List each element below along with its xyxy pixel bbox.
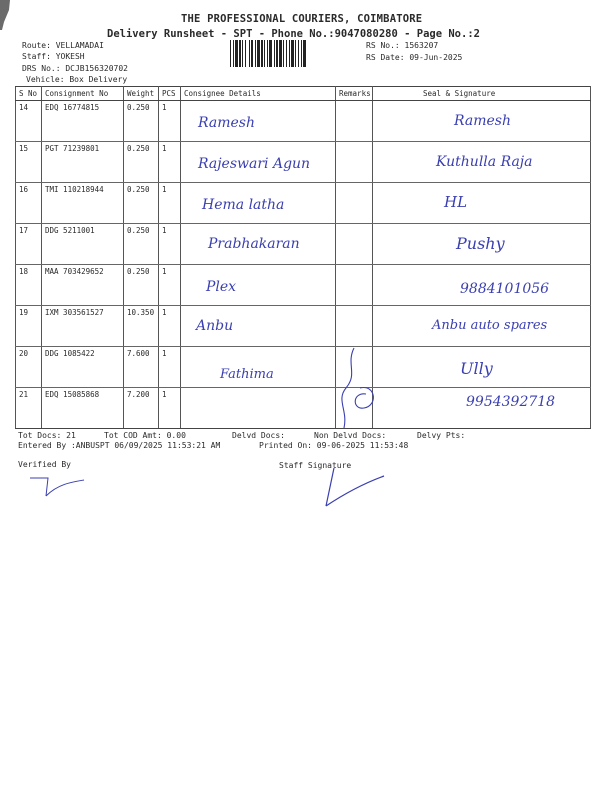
cell-consignee xyxy=(181,224,336,265)
cell-seal xyxy=(373,306,591,347)
signature-handwriting: 9884101056 xyxy=(460,281,550,297)
table-row xyxy=(16,183,591,224)
table-row xyxy=(16,101,591,142)
barcode-bar xyxy=(295,40,296,67)
cell-remarks xyxy=(336,224,373,265)
cell-consignee xyxy=(181,306,336,347)
barcode-bar xyxy=(291,40,294,67)
barcode-bar xyxy=(267,40,268,67)
table-row xyxy=(16,265,591,306)
cell-weight: 7.200 xyxy=(124,388,159,429)
barcode-bar xyxy=(245,40,246,67)
barcode-bar xyxy=(276,40,278,67)
table-header-row xyxy=(16,87,591,101)
cell-sno: 18 xyxy=(16,265,42,306)
cell-pcs: 1 xyxy=(159,306,181,347)
cell-pcs: 1 xyxy=(159,183,181,224)
cell-seal xyxy=(373,142,591,183)
cell-weight: 10.350 xyxy=(124,306,159,347)
cell-consignee xyxy=(181,347,336,388)
barcode-bar xyxy=(301,40,302,67)
printed-on: Printed On: 09-06-2025 11:53:48 xyxy=(259,441,409,450)
corner-mark xyxy=(0,0,12,30)
vehicle-label: Vehicle: Box Delivery xyxy=(26,75,128,84)
cell-weight: 0.250 xyxy=(124,142,159,183)
runsheet-table xyxy=(15,86,591,429)
barcode-bar xyxy=(269,40,272,67)
signature-handwriting: HL xyxy=(444,193,468,211)
cell-seal xyxy=(373,347,591,388)
consignee-handwriting: Anbu xyxy=(196,318,234,334)
cell-pcs: 1 xyxy=(159,388,181,429)
cell-consignee xyxy=(181,142,336,183)
barcode-bar xyxy=(286,40,287,67)
signature-handwriting: Ully xyxy=(460,359,493,378)
barcode-bar xyxy=(298,40,299,67)
consignee-handwriting: Prabhakaran xyxy=(208,236,300,252)
table-row xyxy=(16,388,591,429)
staff-label: Staff: YOKESH xyxy=(22,52,85,61)
cell-seal xyxy=(373,388,591,429)
remarks-scribble xyxy=(336,344,386,434)
consignee-handwriting: Plex xyxy=(206,279,237,295)
cell-sno: 21 xyxy=(16,388,42,429)
cell-sno: 15 xyxy=(16,142,42,183)
cell-remarks xyxy=(336,142,373,183)
cell-pcs: 1 xyxy=(159,101,181,142)
barcode-bar xyxy=(274,40,275,67)
company-title: THE PROFESSIONAL COURIERS, COIMBATORE xyxy=(181,13,423,25)
rs-date: RS Date: 09-Jun-2025 xyxy=(366,53,463,62)
cell-remarks xyxy=(336,101,373,142)
total-docs: Tot Docs: 21 xyxy=(18,431,76,440)
consignee-handwriting: Hema latha xyxy=(202,197,285,213)
verified-by-label: Verified By xyxy=(18,460,71,469)
cell-remarks xyxy=(336,183,373,224)
table-row xyxy=(16,142,591,183)
consignee-handwriting: Rajeswari Agun xyxy=(198,156,311,172)
barcode xyxy=(230,40,354,67)
signature-handwriting: Pushy xyxy=(456,234,505,253)
col-weight: Weight xyxy=(124,87,159,101)
signature-handwriting: 9954392718 xyxy=(466,394,556,410)
table-row xyxy=(16,224,591,265)
delivery-points: Delvy Pts: xyxy=(417,431,466,440)
cell-seal xyxy=(373,265,591,306)
cell-weight: 0.250 xyxy=(124,101,159,142)
signature-handwriting: Anbu auto spares xyxy=(432,318,548,333)
barcode-bar xyxy=(242,40,243,67)
consignee-handwriting: Ramesh xyxy=(198,115,255,131)
cell-weight: 0.250 xyxy=(124,265,159,306)
cell-consignment: EDQ 16774815 xyxy=(42,101,124,142)
barcode-bar xyxy=(235,40,238,67)
cell-consignment: IXM 303561527 xyxy=(42,306,124,347)
cell-weight: 0.250 xyxy=(124,183,159,224)
cell-pcs: 1 xyxy=(159,265,181,306)
cell-sno: 14 xyxy=(16,101,42,142)
barcode-bar xyxy=(251,40,253,67)
staff-signature-label: Staff Signature xyxy=(279,461,352,470)
cell-pcs: 1 xyxy=(159,224,181,265)
cell-remarks xyxy=(336,265,373,306)
cell-consignment: TMI 110218944 xyxy=(42,183,124,224)
col-remarks: Remarks xyxy=(336,87,373,101)
table-row xyxy=(16,306,591,347)
cell-seal xyxy=(373,183,591,224)
staff-signature-mark xyxy=(318,466,388,510)
barcode-bar xyxy=(261,40,263,67)
cell-consignment: MAA 703429652 xyxy=(42,265,124,306)
cell-weight: 7.600 xyxy=(124,347,159,388)
cell-consignee xyxy=(181,388,336,429)
col-sno: S No xyxy=(16,87,42,101)
signature-handwriting: Kuthulla Raja xyxy=(436,154,533,170)
cell-consignment: DDG 5211001 xyxy=(42,224,124,265)
cell-pcs: 1 xyxy=(159,142,181,183)
delivered-docs: Delvd Docs: xyxy=(232,431,285,440)
barcode-bar xyxy=(239,40,241,67)
cell-consignee xyxy=(181,183,336,224)
cell-consignment: EDQ 15085868 xyxy=(42,388,124,429)
cell-sno: 19 xyxy=(16,306,42,347)
cell-seal xyxy=(373,101,591,142)
cell-consignee xyxy=(181,265,336,306)
drs-label: DRS No.: DCJB156320702 xyxy=(22,64,128,73)
barcode-bar xyxy=(289,40,290,67)
cell-consignee xyxy=(181,101,336,142)
barcode-bar xyxy=(283,40,284,67)
cell-consignment: DDG 1085422 xyxy=(42,347,124,388)
entered-by: Entered By :ANBUSPT 06/09/2025 11:53:21 AM xyxy=(18,441,221,450)
cell-sno: 16 xyxy=(16,183,42,224)
cell-pcs: 1 xyxy=(159,347,181,388)
total-cod: Tot COD Amt: 0.00 xyxy=(104,431,186,440)
cell-sno: 17 xyxy=(16,224,42,265)
col-consignment: Consignment No xyxy=(42,87,124,101)
col-consignee: Consignee Details xyxy=(181,87,336,101)
cell-sno: 20 xyxy=(16,347,42,388)
cell-consignment: PGT 71239801 xyxy=(42,142,124,183)
barcode-bar xyxy=(249,40,250,67)
consignee-handwriting: Fathima xyxy=(220,367,274,382)
table-row xyxy=(16,347,591,388)
col-pcs: PCS xyxy=(159,87,181,101)
verified-by-signature xyxy=(28,470,88,500)
cell-weight: 0.250 xyxy=(124,224,159,265)
barcode-bar xyxy=(257,40,260,67)
barcode-bar xyxy=(255,40,256,67)
non-delivered-docs: Non Delvd Docs: xyxy=(314,431,387,440)
barcode-bar xyxy=(303,40,306,67)
barcode-bar xyxy=(230,40,231,67)
barcode-bar xyxy=(233,40,234,67)
route-label: Route: VELLAMADAI xyxy=(22,41,104,50)
signature-handwriting: Ramesh xyxy=(454,113,511,129)
barcode-bar xyxy=(264,40,265,67)
rs-number: RS No.: 1563207 xyxy=(366,41,439,50)
barcode-bar xyxy=(279,40,282,67)
cell-seal xyxy=(373,224,591,265)
col-seal: Seal & Signature xyxy=(373,87,591,101)
runsheet-subtitle: Delivery Runsheet - SPT - Phone No.:9047080280 - Page No.:2 xyxy=(107,28,480,40)
cell-remarks xyxy=(336,306,373,347)
